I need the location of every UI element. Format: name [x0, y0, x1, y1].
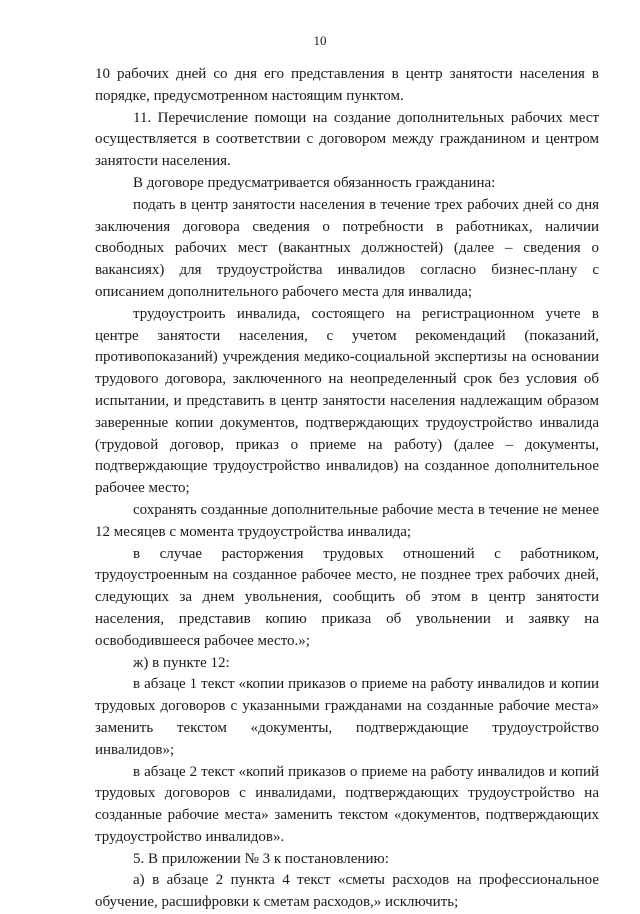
- paragraph-7: в случае расторжения трудовых отношений с работником, трудоустроенным на созданное рабочее место, не позднее трех рабочих дней, следующих за днем увольнения, сообщить об этом в центр занятости населения, представив копию приказа об увольнении и заявку на освободившееся рабочее место.»;: [95, 545, 599, 649]
- document-body: [95, 64, 599, 914]
- page-number: 10: [313, 33, 327, 48]
- paragraph-1: 10 рабочих дней со дня его представления в центр занятости населения в порядке, предусмотренном настоящим пунктом.: [95, 66, 599, 104]
- paragraph-2: 11. Перечисление помощи на создание дополнительных рабочих мест осуществляется в соответствии с договором между гражданином и центром занятости населения.: [95, 109, 599, 170]
- paragraph-6: сохранять созданные дополнительные рабочие места в течение не менее 12 месяцев с момента трудоустройства инвалида;: [95, 501, 599, 540]
- paragraph-4: подать в центр занятости населения в течение трех рабочих дней со дня заключения договора сведения о потребности в работниках, наличии свободных рабочих мест (вакантных должностей) (далее – сведения о вакансиях) для трудоустройства инвалидов согласно бизнес-плану с описанием дополнительного рабочего места для инвалида;: [95, 196, 599, 300]
- paragraph-3: В договоре предусматривается обязанность гражданина:: [133, 174, 496, 191]
- paragraph-11: 5. В приложении № 3 к постановлению:: [133, 850, 389, 867]
- paragraph-9: в абзаце 1 текст «копии приказов о приеме на работу инвалидов и копии трудовых договоров с указанными гражданами на созданные рабочие места» заменить текстом «документы, подтверждающие трудоустройство инвалидов»;: [95, 676, 599, 758]
- paragraph-10: в абзаце 2 текст «копий приказов о приеме на работу инвалидов и копий трудовых договоров с инвалидами, подтверждающих трудоустройство на созданные рабочие места» заменить текстом «документов, подтверждающих трудоустройство инвалидов».: [95, 763, 599, 845]
- paragraph-8: ж) в пункте 12:: [133, 654, 230, 671]
- paragraph-5: трудоустроить инвалида, состоящего на регистрационном учете в центре занятости населения, с учетом рекомендаций (показаний, противопоказаний) учреждения медико-социальной экспертизы на основании трудового договора, заключенного на неопределенный срок без условия об испытании, и представить в центр занятости населения надлежащим образом заверенные копии документов, подтверждающих трудоустройство инвалида (трудовой договор, приказ о приеме на работу) (далее – документы, подтверждающие трудоустройство инвалидов) на созданное дополнительное рабочее место;: [95, 305, 599, 497]
- paragraph-12: а) в абзаце 2 пункта 4 текст «сметы расходов на профессиональное обучение, расшифровки к сметам расходов,» исключить;: [95, 872, 599, 911]
